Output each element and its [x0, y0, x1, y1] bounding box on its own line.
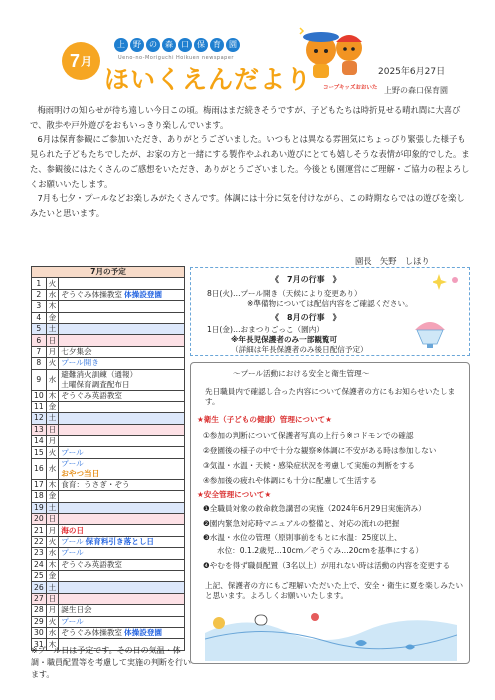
schedule-weekday: 水 — [46, 458, 59, 479]
school-name: 上野の森口保育園 — [384, 86, 448, 95]
safety-section-title: ★安全管理について★ — [197, 490, 272, 499]
schedule-day: 24 — [32, 559, 47, 570]
issue-date: 2025年6月27日 — [378, 67, 446, 77]
schedule-weekday: 土 — [46, 502, 59, 513]
schedule-row — [32, 424, 185, 435]
schedule-weekday: 火 — [46, 536, 59, 547]
schedule-event-text: 七夕集会 — [61, 346, 92, 356]
schedule-event — [59, 301, 185, 312]
schedule-row — [32, 593, 185, 604]
schedule-weekday: 金 — [46, 491, 59, 502]
schedule-day: 22 — [32, 536, 47, 547]
safety-closing: 上記、保護者の方にもご理解いただいた上で、安全・衛生に夏を楽しみたいと思います。よろしくお願いいたします。 — [205, 581, 464, 600]
schedule-event-text: ぞうぐみ体操教室 — [61, 628, 123, 638]
schedule-day: 30 — [32, 627, 47, 638]
schedule-event-text: プール — [61, 616, 84, 626]
school-banner-char: 園 — [226, 38, 240, 52]
schedule-row — [32, 570, 185, 581]
schedule-event — [59, 424, 185, 435]
schedule-day: 12 — [32, 413, 47, 424]
schedule-weekday: 火 — [46, 447, 59, 458]
schedule-event-text: プール — [61, 548, 84, 558]
schedule-event-text: プール — [61, 537, 84, 546]
intro-paragraph-1: 梅雨明けの知らせが待ち遠しい今日この頃。梅雨はまだ続きそうですが、子どもたちは時折見せる晴れ間に大喜びで、散歩や戸外遊びをおもいっきり楽しんでいます。 — [30, 105, 461, 130]
schedule-event-text: ぞうぐみ英語教室 — [61, 390, 123, 400]
schedule-event — [59, 514, 185, 525]
hygiene-item-2: ②登園後の様子の中で十分な観察※体調に不安がある時は参加しない — [203, 446, 437, 455]
pool-safety-box — [190, 362, 470, 664]
schedule-event — [59, 458, 185, 479]
schedule-event-extra: 体操設登園 — [124, 628, 162, 638]
schedule-weekday: 日 — [46, 593, 59, 604]
events-july-line-2: ※準備物については配信内容をご確認ください。 — [247, 299, 413, 308]
schedule-row — [32, 358, 185, 369]
schedule-weekday: 金 — [46, 401, 59, 412]
schedule-day: 1 — [32, 278, 47, 289]
schedule-row — [32, 401, 185, 412]
schedule-day: 3 — [32, 301, 47, 312]
schedule-day: 10 — [32, 390, 47, 401]
schedule-row — [32, 502, 185, 513]
month-suffix: 月 — [81, 56, 92, 68]
events-july-title: 《 7月の行事 》 — [271, 275, 341, 284]
events-august-title: 《 8月の行事 》 — [271, 313, 341, 322]
schedule-event — [59, 570, 185, 581]
schedule-day: 19 — [32, 502, 47, 513]
schedule-event — [59, 536, 185, 547]
events-august-line-3: （詳細は年長保護者のみ後日配信予定） — [231, 345, 368, 354]
schedule-weekday: 月 — [46, 525, 59, 536]
schedule-row — [32, 525, 185, 536]
schedule-event — [59, 616, 185, 627]
safety-heading: ～プール活動における安全と衛生管理～ — [233, 369, 370, 378]
schedule-event — [59, 436, 185, 447]
schedule-event — [59, 559, 185, 570]
schedule-day: 28 — [32, 605, 47, 616]
schedule-day: 8 — [32, 358, 47, 369]
safety-item-1: ❶全職員対象の救命救急講習の実施（2024年6月29日実施済み） — [203, 504, 426, 513]
schedule-event — [59, 323, 185, 334]
schedule-row — [32, 479, 185, 490]
schedule-weekday: 火 — [46, 616, 59, 627]
hygiene-item-4: ④参加後の疲れや体調にも十分に配慮して生活する — [203, 476, 377, 485]
schedule-day: 2 — [32, 289, 47, 300]
schedule-event-text: ぞうぐみ体操教室 — [61, 289, 123, 299]
school-banner-char: 野 — [130, 38, 144, 52]
schedule-day: 7 — [32, 346, 47, 357]
newsletter-header — [0, 0, 495, 100]
schedule-day: 4 — [32, 312, 47, 323]
schedule-event — [59, 289, 185, 300]
schedule-event — [59, 525, 185, 536]
schedule-day: 16 — [32, 458, 47, 479]
schedule-row — [32, 582, 185, 593]
schedule-day: 18 — [32, 491, 47, 502]
safety-lead: 先日職員内で確認し合った内容について保護者の方にもお知らせいたします。 — [205, 387, 456, 406]
schedule-row — [32, 335, 185, 346]
events-august-line-2: ※年長児保護者のみ一部観覧可 — [231, 335, 338, 344]
schedule-day: 25 — [32, 570, 47, 581]
schedule-row — [32, 536, 185, 547]
sparkle-icon — [433, 272, 461, 294]
schedule-event — [59, 491, 185, 502]
month-badge — [62, 42, 100, 80]
schedule-event — [59, 479, 185, 490]
schedule-day: 23 — [32, 548, 47, 559]
schedule-day: 9 — [32, 369, 47, 390]
school-romaji: Ueno-no-Moriguchi Hoikuen newspaper — [118, 55, 234, 61]
schedule-day: 21 — [32, 525, 47, 536]
schedule-event — [59, 593, 185, 604]
schedule-row — [32, 390, 185, 401]
schedule-event-text: 海の日 — [61, 525, 85, 535]
safety-item-3: ❸水温・水位の管理（原則事前をもとに水温：25度以上、 — [203, 533, 402, 542]
schedule-weekday: 土 — [46, 582, 59, 593]
intro-paragraph-2: 6月は保育参観にご参加いただき、ありがとうございました。いつもとは異なる雰囲気にちょっぴり緊張した様子も見られた子どもたちでしたが、お家の方と一緒にする製作やふれあい遊びにとても嬉しそうな表情が印象的でした。また、参観後にはたくさんのご感想をいただき、ありがとうございました。今後とも園運営にご理解・ご協力の程よろしくお願いいたします。 — [30, 134, 470, 189]
schedule-weekday: 日 — [46, 424, 59, 435]
schedule-weekday: 水 — [46, 627, 59, 638]
newsletter-title: ほいくえんだより — [104, 65, 313, 94]
schedule-event — [59, 346, 185, 357]
schedule-weekday: 土 — [46, 323, 59, 334]
schedule-row — [32, 514, 185, 525]
school-banner-char: 保 — [194, 38, 208, 52]
schedule-weekday: 水 — [46, 369, 59, 390]
schedule-event — [59, 413, 185, 424]
schedule-event — [59, 447, 185, 458]
intro-paragraph-3: 7月も七夕・プールなどお楽しみがたくさんです。体調には十分に気を付けながら、この時期ならではの遊びを楽しみたいと思います。 — [30, 193, 465, 218]
schedule-row — [32, 458, 185, 479]
safety-item-2: ❷園内緊急対応時マニュアルの整備と、対応の流れの把握 — [203, 519, 400, 528]
schedule-weekday: 木 — [46, 390, 59, 401]
schedule-event — [59, 502, 185, 513]
schedule-row — [32, 289, 185, 300]
mascot-illustration-icon — [295, 20, 375, 82]
schedule-event-extra: 体操設登園 — [124, 289, 162, 299]
schedule-event — [59, 627, 185, 638]
schedule-day: 31 — [32, 639, 47, 650]
schedule-row — [32, 323, 185, 334]
schedule-event — [59, 548, 185, 559]
school-banner-char: 森 — [162, 38, 176, 52]
schedule-weekday: 水 — [46, 548, 59, 559]
schedule-event — [59, 312, 185, 323]
schedule-event — [59, 582, 185, 593]
schedule-weekday: 月 — [46, 436, 59, 447]
schedule-event-extra: おやつ当日 — [61, 468, 100, 478]
schedule-event-text: 誕生日会 — [61, 605, 92, 615]
school-banner-char: の — [146, 38, 160, 52]
shaved-ice-icon — [409, 312, 451, 350]
school-banner-char: 上 — [114, 38, 128, 52]
school-banner-char: 育 — [210, 38, 224, 52]
schedule-row — [32, 278, 185, 289]
schedule-event-text: 食育：うさぎ・ぞう — [61, 480, 130, 490]
schedule-row — [32, 627, 185, 638]
schedule-weekday: 木 — [46, 639, 59, 650]
schedule-day: 20 — [32, 514, 47, 525]
schedule-row — [32, 447, 185, 458]
schedule-weekday: 木 — [46, 301, 59, 312]
schedule-row — [32, 346, 185, 357]
schedule-row — [32, 369, 185, 390]
hygiene-item-1: ①参加の判断について保護者写真の上行う※コドモンでの確認 — [203, 431, 414, 440]
schedule-day: 5 — [32, 323, 47, 334]
schedule-day: 15 — [32, 447, 47, 458]
schedule-day: 14 — [32, 436, 47, 447]
events-box — [190, 267, 470, 356]
schedule-event — [59, 358, 185, 369]
schedule-event-extra: 保育料引き落とし日 — [85, 537, 155, 546]
school-banner-char: 口 — [178, 38, 192, 52]
schedule-row — [32, 436, 185, 447]
schedule-event — [59, 335, 185, 346]
schedule-row — [32, 616, 185, 627]
schedule-row — [32, 301, 185, 312]
safety-item-3-detail: 水位：0.1.2歳児…10cm／ぞうぐみ…20cmを基準にする） — [217, 546, 424, 555]
schedule-day: 29 — [32, 616, 47, 627]
coop-label: コープキッズおおいた — [323, 85, 378, 91]
schedule-day: 6 — [32, 335, 47, 346]
schedule-day: 27 — [32, 593, 47, 604]
schedule-weekday: 火 — [46, 358, 59, 369]
schedule-event-text: 避難消火訓練（通報） — [61, 369, 138, 379]
schedule-weekday: 日 — [46, 514, 59, 525]
school-name-banner — [114, 38, 240, 52]
schedule-event — [59, 390, 185, 401]
schedule-weekday: 木 — [46, 479, 59, 490]
schedule-row — [32, 605, 185, 616]
schedule-weekday: 木 — [46, 559, 59, 570]
month-number: 7 — [69, 50, 80, 71]
schedule-event-text: ぞうぐみ英語教室 — [61, 559, 123, 569]
principal-signature: 園長 矢野 しほり — [355, 256, 430, 266]
hygiene-item-3: ③気温・水温・天候・感染症状況を考慮して実施の判断をする — [203, 461, 415, 470]
schedule-weekday: 火 — [46, 278, 59, 289]
pool-note: ※プール日は予定です。その日の気温・体調・職員配置等を考慮して実施の判断を行います。 — [31, 646, 191, 679]
schedule-row — [32, 559, 185, 570]
schedule-event — [59, 605, 185, 616]
hygiene-section-title: ★衛生（子どもの健康）管理について★ — [197, 415, 332, 424]
schedule-row — [32, 491, 185, 502]
safety-item-4: ❹やむを得ず職員配置（3名以上）が用れない時は活動の内容を変更する — [203, 561, 451, 570]
schedule-weekday: 月 — [46, 605, 59, 616]
events-august-line-1: 1日(金)…おまつりごっこ（園内） — [207, 325, 324, 334]
schedule-day: 13 — [32, 424, 47, 435]
schedule-weekday: 金 — [46, 570, 59, 581]
schedule-weekday: 土 — [46, 413, 59, 424]
schedule-day: 11 — [32, 401, 47, 412]
schedule-weekday: 月 — [46, 346, 59, 357]
schedule-event-text: プール — [61, 447, 84, 457]
schedule-row — [32, 548, 185, 559]
july-schedule-table — [31, 266, 185, 651]
schedule-day: 26 — [32, 582, 47, 593]
schedule-event-text: プール — [61, 458, 84, 468]
schedule-weekday: 金 — [46, 312, 59, 323]
schedule-event-extra: 土曜保育調査配布日 — [61, 379, 130, 389]
schedule-row — [32, 413, 185, 424]
schedule-event — [59, 369, 185, 390]
schedule-event — [59, 401, 185, 412]
schedule-event-text: プール開き — [61, 358, 99, 368]
schedule-day: 17 — [32, 479, 47, 490]
events-july-line-1: 8日(火)…プール開き（天候により変更あり） — [207, 289, 362, 298]
schedule-title: 7月の予定 — [32, 267, 185, 278]
schedule-row — [32, 312, 185, 323]
schedule-event — [59, 278, 185, 289]
beach-illustration-icon — [205, 603, 457, 661]
schedule-weekday: 日 — [46, 335, 59, 346]
schedule-weekday: 水 — [46, 289, 59, 300]
intro-text — [30, 103, 470, 221]
